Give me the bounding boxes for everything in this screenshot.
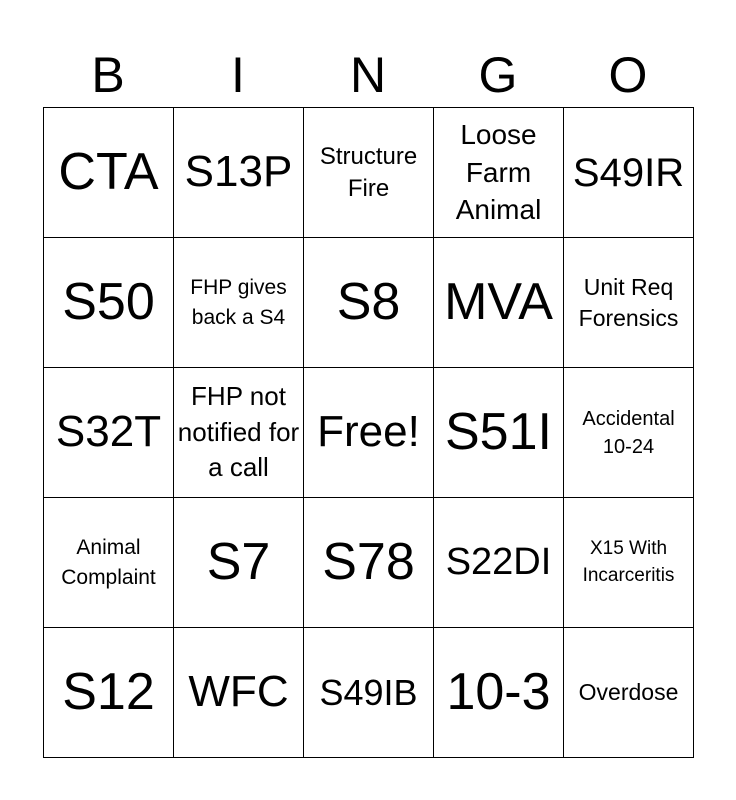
cell-label: S13P [184,147,293,197]
cell-label: 10-3 [446,663,551,722]
bingo-cell-4-3[interactable] [304,498,434,628]
bingo-cell-2-5[interactable] [564,238,694,368]
header-letter-n: N [349,47,387,103]
bingo-cell-free[interactable] [304,368,434,498]
header-letter-i: I [231,47,245,103]
bingo-cell-5-5[interactable] [564,628,694,758]
cell-label: Free! [317,407,420,457]
bingo-cell-2-4[interactable] [434,238,564,368]
bingo-cell-3-1[interactable] [44,368,174,498]
bingo-cell-2-2[interactable] [174,238,304,368]
bingo-cell-2-3[interactable] [304,238,434,368]
cell-label: FHP gives back a S4 [190,276,287,329]
cell-label: X15 With Incarceritis [582,537,675,586]
bingo-cell-3-4[interactable] [434,368,564,498]
cell-label: Overdose [578,679,679,706]
bingo-cell-3-2[interactable] [174,368,304,498]
bingo-cell-4-1[interactable] [44,498,174,628]
bingo-cell-4-5[interactable] [564,498,694,628]
bingo-cell-1-1[interactable] [44,108,174,238]
cell-label: S7 [206,533,271,592]
cell-label: Structure Fire [319,143,418,202]
header-letter-g: G [478,47,518,103]
cell-label: S8 [336,273,401,332]
cell-label: Accidental 10-24 [582,407,675,458]
bingo-cell-1-5[interactable] [564,108,694,238]
header-letter-b: B [91,47,125,103]
cell-label: S51I [445,403,552,462]
bingo-board [43,107,694,758]
cell-label: S12 [62,663,155,722]
bingo-cell-2-1[interactable] [44,238,174,368]
bingo-header [43,42,693,108]
bingo-cell-4-2[interactable] [174,498,304,628]
bingo-cell-1-4[interactable] [434,108,564,238]
bingo-cell-4-4[interactable] [434,498,564,628]
cell-label: S49IR [572,150,685,195]
cell-label: WFC [188,667,289,717]
cell-label: Unit Req Forensics [578,274,679,331]
cell-label: Loose Farm Animal [455,118,542,226]
cell-label: CTA [58,143,159,202]
cell-label: FHP not notified for a call [177,380,300,483]
header-letter-o: O [608,47,648,103]
bingo-cell-5-4[interactable] [434,628,564,758]
bingo-cell-5-1[interactable] [44,628,174,758]
cell-label: S49IB [319,671,418,713]
cell-label: S22DI [445,540,552,583]
bingo-cell-5-3[interactable] [304,628,434,758]
bingo-cell-5-2[interactable] [174,628,304,758]
bingo-cell-1-2[interactable] [174,108,304,238]
cell-label: S78 [322,533,415,592]
cell-label: MVA [444,273,553,332]
bingo-cell-3-5[interactable] [564,368,694,498]
cell-label: S32T [55,407,162,457]
cell-label: Animal Complaint [61,536,156,589]
bingo-cell-1-3[interactable] [304,108,434,238]
cell-label: S50 [62,273,155,332]
